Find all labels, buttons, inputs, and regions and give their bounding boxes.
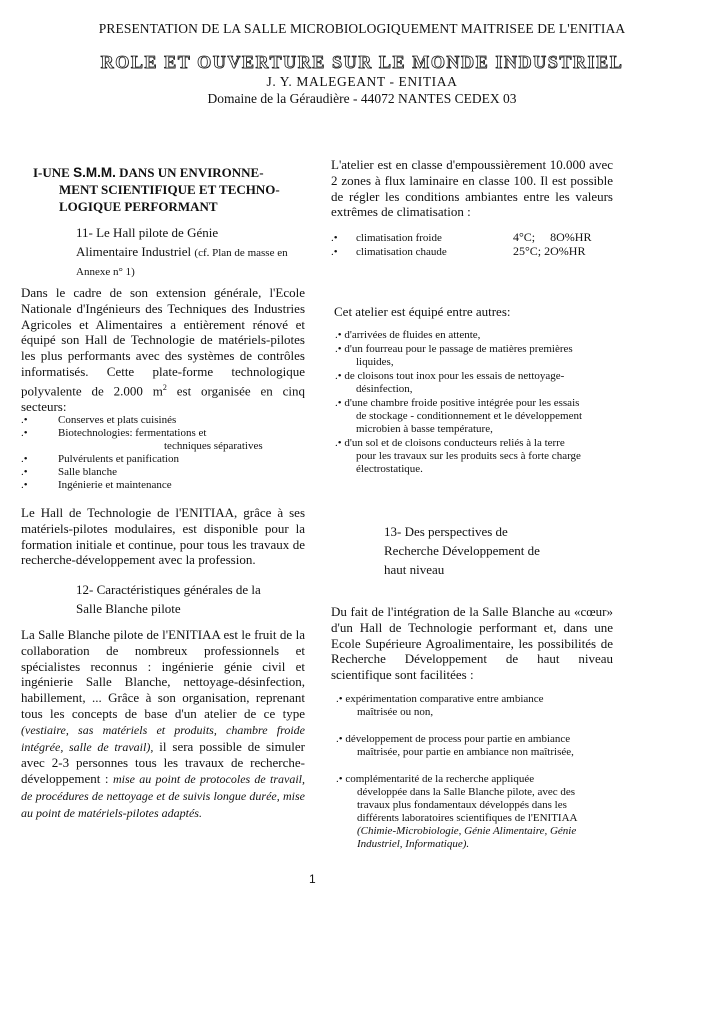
intro-text: Dans le cadre de son extension générale, l'Ecole Nationale d'Ingénieurs des Techniques des Industries Agricoles et Alimentaires a entièrement rénové et équipé son Hall de Technologie de matériels-pilotes les plus performants avec des systèmes de contrôles informatisés. Cette plate-forme technologique polyvalente de 2.000 m — [21, 285, 305, 399]
section-1-smm: S.M.M. — [73, 165, 116, 180]
list-item: .• complémentarité de la recherche appliquée développée dans la Salle Blanche pilote, avec des travaux plus fondamentaux développés dans les différents laboratoires scientifiques de l'ENITIAA (Chimie-Microbiologie, Génie Alimentaire, Génie Industriel, Informatique). — [336, 773, 578, 850]
salle-blanche-paragraph: La Salle Blanche pilote de l'ENITIAA est le fruit de la collaboration de nombreux professionnels et spécialistes reconnus : ingénierie génie civil et ingénierie Salle Blanche, nettoyage-désinfection, habillement, ... Grâce à son organisation, reprenant tous les concepts de base d'un atelier de ce type (vestiaire, sas matériels et produits, chambre froide intégrée, salle de travail), il sera possible de simuler avec 2-3 personnes tous les travaux de recherche-développement : mise au point de protocoles de travail, de procédures de nettoyage et de suivis longue durée, mise au point de matériels-pilotes adaptés. — [21, 627, 305, 820]
climatisation-list — [331, 231, 621, 259]
list-item: .• expérimentation comparative entre ambiance maîtrisée ou non, — [336, 693, 544, 718]
subsection-11-line2: Alimentaire Industriel — [76, 244, 192, 259]
author-line: J. Y. MALEGEANT - ENITIAA — [266, 74, 458, 89]
atelier-paragraph: L'atelier est en classe d'empoussièrement 10.000 avec 2 zones à flux laminaire en classe 100. Il est possible de régler les conditions ambiantes entre les valeurs extrêmes de climatisation : — [331, 157, 613, 220]
list-item: .• de cloisons tout inox pour les essais de nettoyage- désinfection, — [335, 370, 565, 395]
sectors-list — [21, 414, 311, 492]
list-item: .• d'arrivées de fluides en attente, — [335, 329, 481, 341]
subsection-13-heading: 13- Des perspectives de Recherche Développement de haut niveau — [384, 524, 540, 577]
perspectives-list — [336, 693, 621, 851]
equipment-list — [335, 329, 620, 476]
section-1-line1: DANS UN ENVIRONNE- — [119, 165, 264, 180]
page-number: 1 — [309, 872, 316, 886]
subsection-11-heading — [76, 223, 316, 279]
intro-superscript: 2 — [162, 382, 167, 392]
list-item: techniques séparatives — [164, 440, 263, 452]
list-item: .• d'un sol et de cloisons conducteurs reliés à la terre pour les travaux sur les produits secs à forte charge électrostatique. — [335, 437, 581, 475]
document-top-line: PRESENTATION DE LA SALLE MICROBIOLOGIQUEMENT MAITRISEE DE L'ENITIAA — [98, 21, 626, 36]
section-1-prefix: I-UNE — [33, 165, 70, 180]
list-item: .• Pulvérulents et panification — [21, 453, 179, 465]
subsection-12-heading — [76, 580, 316, 618]
annex-reference: Annexe n° 1) — [76, 266, 135, 278]
subsection-12-line2: Salle Blanche pilote — [76, 601, 181, 616]
list-item: .• Ingénierie et maintenance — [21, 479, 172, 491]
list-item: .• développement de process pour partie en ambiance maîtrisée, pour partie en ambiance non maîtrisée, — [336, 733, 574, 758]
list-item: .• d'un fourreau pour le passage de matières premières liquides, — [335, 343, 573, 368]
intro-paragraph — [21, 285, 305, 415]
section-1-line3: LOGIQUE PERFORMANT — [59, 199, 218, 214]
subsection-12-line1: 12- Caractéristiques générales de la — [76, 582, 261, 597]
list-item: .• Salle blanche — [21, 466, 117, 478]
intro-text-end: est organisée en cinq secteurs: — [21, 383, 305, 414]
list-item: .• Biotechnologies: fermentations et — [21, 427, 207, 439]
address-line: Domaine de la Géraudière - 44072 NANTES CEDEX 03 — [207, 91, 517, 106]
list-item: .• climatisation froide 4°C; 8O%HR — [331, 230, 592, 244]
list-item: .• d'une chambre froide positive intégrée pour les essais de stockage - conditionnement et le développement microbien à basse température, — [335, 397, 583, 435]
document-title: ROLE ET OUVERTURE SUR LE MONDE INDUSTRIEL — [100, 52, 624, 72]
subsection-11-line1: 11- Le Hall pilote de Génie — [76, 225, 219, 240]
section-1-heading — [33, 164, 309, 215]
perspectives-paragraph: Du fait de l'intégration de la Salle Blanche au «cœur» d'un Hall de Technologie performant et, dans une Ecole Supérieure Agroalimentaire, les possibilités de Recherche Développement de haut niveau scientifique sont facilitées : — [331, 604, 613, 683]
list-item: .• climatisation chaude 25°C; 2O%HR — [331, 244, 586, 258]
equipment-intro: Cet atelier est équipé entre autres: — [334, 304, 511, 319]
plan-reference: (cf. Plan de masse en — [194, 247, 288, 259]
section-1-line2: MENT SCIENTIFIQUE ET TECHNO- — [59, 182, 280, 197]
hall-paragraph: Le Hall de Technologie de l'ENITIAA, grâce à ses matériels-pilotes modulaires, est disponible pour la formation initiale et continue, pour tous les travaux de recherche-développement avec la profession. — [21, 505, 305, 568]
list-item: .• Conserves et plats cuisinés — [21, 414, 177, 426]
